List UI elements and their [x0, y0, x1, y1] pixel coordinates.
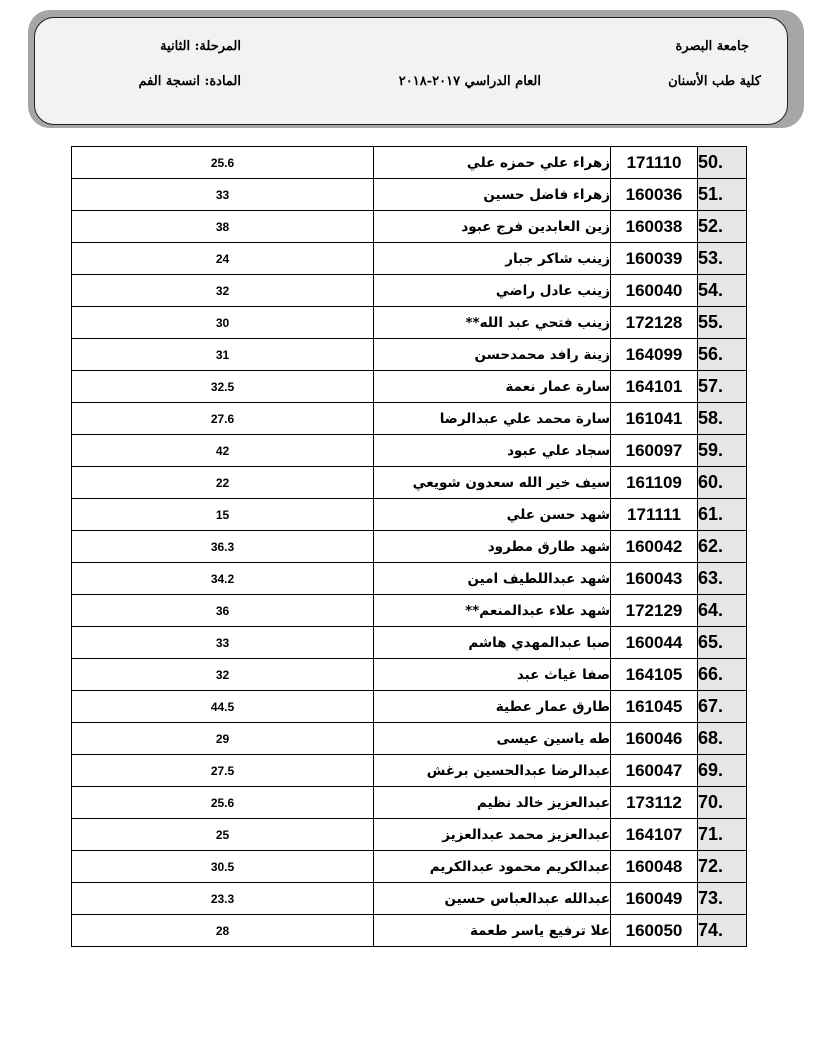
academic-year: العام الدراسي ٢٠١٧-٢٠١٨: [398, 74, 541, 89]
row-number: 50.: [698, 147, 747, 179]
student-id: 160048: [611, 851, 698, 883]
row-number: 62.: [698, 531, 747, 563]
faculty-name: كلية طب الأسنان: [668, 74, 761, 89]
student-name: زينب شاكر جبار: [374, 243, 611, 275]
row-number: 64.: [698, 595, 747, 627]
student-id: 161045: [611, 691, 698, 723]
student-name: زين العابدين فرج عبود: [374, 211, 611, 243]
student-grade: 36: [72, 595, 374, 627]
student-id: 161041: [611, 403, 698, 435]
student-id: 160047: [611, 755, 698, 787]
row-number: 73.: [698, 883, 747, 915]
student-id: 160038: [611, 211, 698, 243]
student-id: 171110: [611, 147, 698, 179]
table-row: [72, 915, 747, 947]
student-name: زينب عادل راضي: [374, 275, 611, 307]
row-number: 55.: [698, 307, 747, 339]
student-name: صفا غياث عبد: [374, 659, 611, 691]
student-name: سجاد علي عبود: [374, 435, 611, 467]
row-number: 67.: [698, 691, 747, 723]
student-grade: 38: [72, 211, 374, 243]
row-number: 52.: [698, 211, 747, 243]
row-number: 51.: [698, 179, 747, 211]
student-grade: 28: [72, 915, 374, 947]
student-id: 172129: [611, 595, 698, 627]
table-row: [72, 723, 747, 755]
grades-table-body: [72, 147, 747, 947]
student-name: شهد علاء عبدالمنعم**: [374, 595, 611, 627]
row-number: 65.: [698, 627, 747, 659]
student-grade: 27.5: [72, 755, 374, 787]
student-name: شهد حسن علي: [374, 499, 611, 531]
student-grade: 30: [72, 307, 374, 339]
student-name: سارة محمد علي عبدالرضا: [374, 403, 611, 435]
student-name: سيف خير الله سعدون شويعي: [374, 467, 611, 499]
student-grade: 22: [72, 467, 374, 499]
table-row: [72, 211, 747, 243]
student-name: سارة عمار نعمة: [374, 371, 611, 403]
student-grade: 25.6: [72, 787, 374, 819]
row-number: 69.: [698, 755, 747, 787]
table-row: [72, 659, 747, 691]
student-id: 172128: [611, 307, 698, 339]
table-row: [72, 595, 747, 627]
student-name: زهراء فاضل حسين: [374, 179, 611, 211]
row-number: 59.: [698, 435, 747, 467]
student-id: 160050: [611, 915, 698, 947]
row-number: 68.: [698, 723, 747, 755]
grades-table: [71, 146, 747, 947]
table-row: [72, 851, 747, 883]
student-id: 160049: [611, 883, 698, 915]
student-id: 164107: [611, 819, 698, 851]
student-grade: 33: [72, 179, 374, 211]
row-number: 53.: [698, 243, 747, 275]
student-id: 161109: [611, 467, 698, 499]
student-grade: 33: [72, 627, 374, 659]
student-name: شهد عبداللطيف امين: [374, 563, 611, 595]
row-number: 54.: [698, 275, 747, 307]
student-grade: 34.2: [72, 563, 374, 595]
table-row: [72, 787, 747, 819]
university-name: جامعة البصرة: [675, 39, 749, 54]
table-row: [72, 403, 747, 435]
student-grade: 42: [72, 435, 374, 467]
table-row: [72, 531, 747, 563]
row-number: 71.: [698, 819, 747, 851]
student-id: 160043: [611, 563, 698, 595]
student-name: زينب فتحي عبد الله**: [374, 307, 611, 339]
student-name: زينة رافد محمدحسن: [374, 339, 611, 371]
student-grade: 32: [72, 659, 374, 691]
row-number: 63.: [698, 563, 747, 595]
row-number: 58.: [698, 403, 747, 435]
student-id: 160042: [611, 531, 698, 563]
row-number: 72.: [698, 851, 747, 883]
table-row: [72, 243, 747, 275]
student-grade: 44.5: [72, 691, 374, 723]
student-name: عبدالكريم محمود عبدالكريم: [374, 851, 611, 883]
row-number: 60.: [698, 467, 747, 499]
student-id: 160040: [611, 275, 698, 307]
student-id: 173112: [611, 787, 698, 819]
student-grade: 24: [72, 243, 374, 275]
student-grade: 25: [72, 819, 374, 851]
student-name: عبدالرضا عبدالحسين برغش: [374, 755, 611, 787]
student-grade: 36.3: [72, 531, 374, 563]
student-id: 160039: [611, 243, 698, 275]
student-name: طارق عمار عطية: [374, 691, 611, 723]
student-id: 160097: [611, 435, 698, 467]
student-name: شهد طارق مطرود: [374, 531, 611, 563]
student-name: طه ياسين عيسى: [374, 723, 611, 755]
table-row: [72, 179, 747, 211]
student-grade: 23.3: [72, 883, 374, 915]
student-id: 160036: [611, 179, 698, 211]
table-row: [72, 467, 747, 499]
row-number: 66.: [698, 659, 747, 691]
subject-label: المادة: انسجة الفم: [138, 74, 241, 89]
table-row: [72, 339, 747, 371]
table-row: [72, 563, 747, 595]
student-id: 160046: [611, 723, 698, 755]
table-row: [72, 883, 747, 915]
document-header: [34, 17, 788, 125]
row-number: 70.: [698, 787, 747, 819]
table-row: [72, 499, 747, 531]
table-row: [72, 755, 747, 787]
row-number: 57.: [698, 371, 747, 403]
student-grade: 29: [72, 723, 374, 755]
student-id: 164099: [611, 339, 698, 371]
table-row: [72, 307, 747, 339]
student-id: 164101: [611, 371, 698, 403]
student-id: 171111: [611, 499, 698, 531]
table-row: [72, 819, 747, 851]
table-row: [72, 691, 747, 723]
student-id: 160044: [611, 627, 698, 659]
row-number: 74.: [698, 915, 747, 947]
table-row: [72, 435, 747, 467]
student-name: عبدالعزيز خالد نظيم: [374, 787, 611, 819]
student-name: زهراء علي حمزه علي: [374, 147, 611, 179]
student-id: 164105: [611, 659, 698, 691]
student-grade: 30.5: [72, 851, 374, 883]
student-grade: 25.6: [72, 147, 374, 179]
student-name: عبدالعزيز محمد عبدالعزيز: [374, 819, 611, 851]
student-grade: 27.6: [72, 403, 374, 435]
table-row: [72, 147, 747, 179]
student-grade: 32.5: [72, 371, 374, 403]
table-row: [72, 371, 747, 403]
student-name: عبدالله عبدالعباس حسين: [374, 883, 611, 915]
row-number: 56.: [698, 339, 747, 371]
student-grade: 32: [72, 275, 374, 307]
row-number: 61.: [698, 499, 747, 531]
student-grade: 31: [72, 339, 374, 371]
table-row: [72, 275, 747, 307]
stage-label: المرحلة: الثانية: [160, 39, 241, 54]
student-name: صبا عبدالمهدي هاشم: [374, 627, 611, 659]
student-grade: 15: [72, 499, 374, 531]
student-name: علا ترفيع ياسر طعمة: [374, 915, 611, 947]
table-row: [72, 627, 747, 659]
